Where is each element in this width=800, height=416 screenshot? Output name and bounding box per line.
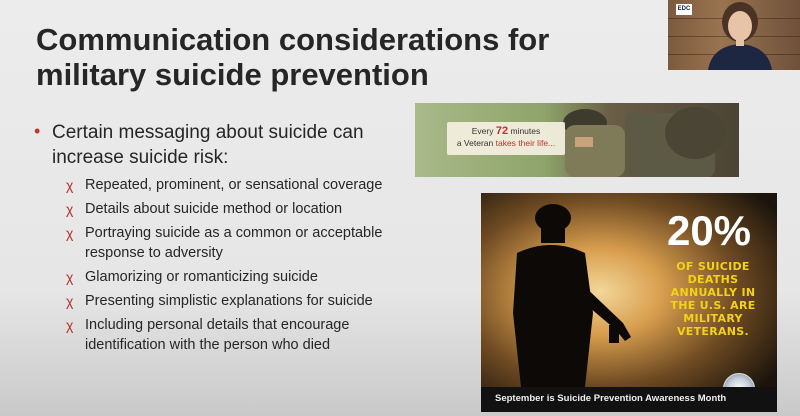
awareness-poster <box>481 193 777 412</box>
x-marker-icon: χ <box>66 293 74 309</box>
banner-text-every: Every <box>471 126 494 136</box>
list-item-text: Repeated, prominent, or sensational coverage <box>85 177 383 193</box>
org-logo: EDC <box>676 4 692 15</box>
list-item <box>66 267 406 287</box>
veteran-banner-image <box>415 103 739 177</box>
banner-text-minutes: minutes <box>510 126 541 136</box>
list-item <box>66 175 406 195</box>
poster-line: OF SUICIDE <box>676 260 750 273</box>
banner-text-highlight: takes their life... <box>495 138 556 148</box>
bullet-text: Certain messaging about suicide can increase suicide risk: <box>52 122 364 168</box>
poster-footer <box>481 387 777 412</box>
soldier-kneeling-icon <box>545 103 739 177</box>
risk-messaging-list <box>66 175 406 359</box>
poster-line: DEATHS <box>687 273 739 286</box>
poster-footer-text: September is Suicide Prevention Awareness Month <box>495 393 727 404</box>
bullet-marker: • <box>34 121 41 141</box>
list-item-text: Presenting simplistic explanations for suicide <box>85 293 373 309</box>
x-marker-icon: χ <box>66 201 74 217</box>
x-marker-icon: χ <box>66 177 74 193</box>
poster-line: MILITARY <box>683 312 743 325</box>
list-item <box>66 291 406 311</box>
slide-title: Communication considerations for military suicide prevention <box>36 22 550 92</box>
poster-line: ANNUALLY IN <box>670 286 756 299</box>
poster-percentage: 20% <box>666 207 752 254</box>
list-item-text: Including personal details that encourage identification with the person who died <box>85 317 350 353</box>
banner-caption <box>447 122 565 155</box>
poster-line: THE U.S. ARE <box>670 299 756 312</box>
presenter-avatar <box>668 0 800 70</box>
list-item <box>66 199 406 219</box>
banner-text-veteran: a Veteran <box>456 138 494 148</box>
poster-line: VETERANS. <box>676 325 750 338</box>
x-marker-icon: χ <box>66 317 74 333</box>
list-item-text: Glamorizing or romanticizing suicide <box>85 269 318 285</box>
x-marker-icon: χ <box>66 225 74 241</box>
list-item <box>66 223 406 263</box>
x-marker-icon: χ <box>66 269 74 285</box>
list-item <box>66 315 406 355</box>
presenter-webcam <box>668 0 800 70</box>
list-item-text: Portraying suicide as a common or acceptable response to adversity <box>85 225 383 261</box>
poster-statistic-text <box>659 260 767 338</box>
list-item-text: Details about suicide method or location <box>85 201 343 217</box>
banner-number: 72 <box>495 125 509 137</box>
